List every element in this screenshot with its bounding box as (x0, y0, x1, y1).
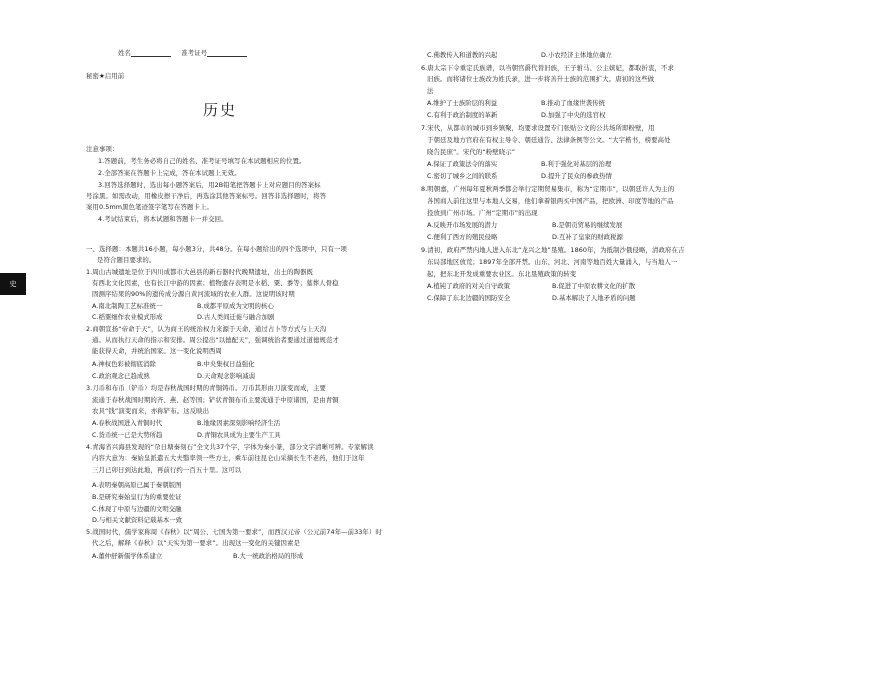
question-line: 有西北文化因素，也有长江中游的因素；植物遗存表明是水稻、粟、黍等；墓葬人骨稳 (92, 279, 339, 287)
option-b[interactable]: B.推动了血缘世袭传统 (541, 99, 605, 107)
question-line: 各国商人前往这里与本地人交易，他们拿着银两买中国产品，把欧洲、印度等地的产品 (427, 197, 674, 205)
option-c[interactable]: C.货币统一已是大势所趋 (92, 431, 163, 439)
ticket-label: 准考证号 (181, 49, 208, 57)
name-label: 姓名 (118, 49, 131, 57)
question-line: 6.唐太宗下令重定氏族谱，以当朝官爵代替旧族，王子驸马、公主嫔妃，都取折衷，不求 (421, 64, 674, 72)
option-d[interactable]: D.基本解决了人地矛盾的问题 (552, 294, 636, 302)
subject-tab: 史 (0, 273, 26, 295)
note-line: 4.考试结束后，将本试题和答题卡一并交回。 (98, 215, 228, 223)
option-b[interactable]: B.利于强化对基层的治理 (541, 160, 612, 168)
option-a[interactable]: A.春秋战国进入青铜时代 (92, 419, 163, 427)
question-line: 1.周山古城遗址是位于四川成都市大邑县的新石器时代晚期遗址，出土的陶器既 (86, 268, 313, 276)
option-a[interactable]: A.植钝了政府的对关自守政策 (427, 282, 510, 290)
question-line: 固测序结果的90%的遗传成分源自黄河流域的农业人群。这说明该时期 (92, 290, 295, 298)
option-a[interactable]: A.维护了士族阶层的利益 (427, 99, 498, 107)
question-line: 旧族。而将诸位士族改为姓氏录，进一步将善升士族的范围扩大。唐初的这些做 (427, 75, 655, 83)
question-line: 5.战国时代，儒学家称周《春秋》以“周公、七国为第一要求”，而西汉元帝（公元前74年—前33年）时 (86, 528, 382, 536)
note-line: 1.答题前，考生务必将自己的姓名、准考证号填写在本试题相应的位置。 (98, 157, 306, 165)
option-d[interactable]: D.提升了民众的参政热情 (541, 172, 612, 180)
option-d[interactable]: D.互补了皇家的财政税源 (552, 233, 623, 241)
section-heading: 一、选择题：本题共16小题，每小题3分，共48分。在每小题给出的四个选项中，只有一项 (86, 245, 347, 253)
option-c[interactable]: C.佛教传入和道教的兴起 (427, 51, 498, 59)
note-line: 号涂黑。如需改动，用橡皮擦干净后，再选涂其他答案标号。回答非选择题时，将答 (86, 192, 327, 200)
option-c[interactable]: C.便利了西方的殖民侵略 (427, 233, 498, 241)
question-line: 9.清初，政府严禁内地人进入东北“龙兴之地”垦殖。1860年，为抵制沙俄侵略，清政府在吉 (421, 246, 685, 254)
option-d[interactable]: D.天命观念影响减弱 (197, 372, 256, 380)
question-line: 通。从而执行天命的指示和安排。周公提出“以德配天”，强调统治者要通过道德规范才 (92, 336, 339, 344)
secret-label: 秘密★启用前 (86, 72, 125, 80)
option-c[interactable]: C.密切了城乡之间的联系 (427, 172, 498, 180)
question-line: 内容大意为：秦始皇派遣五大夫翳率领一些方士，乘车前往昆仑山采摘长生不老药，他们于这年 (92, 454, 365, 462)
option-b[interactable]: B.是朝贡贸易的继续发展 (552, 221, 623, 229)
option-b[interactable]: B.中央集权日益强化 (197, 360, 255, 368)
option-c[interactable]: C.体现了中原与边疆的文明交融 (92, 505, 182, 513)
note-line: 3.回答选择题时，选出每小题答案后，用2B铅笔把答题卡上对应题目的答案标 (98, 181, 321, 189)
option-d[interactable]: D.小农经济主体地位确立 (541, 51, 612, 59)
option-a[interactable]: A.神权色彩被彻底消除 (92, 360, 156, 368)
note-line: 2.全部答案在答题卡上完成，答在本试题上无效。 (98, 169, 241, 177)
name-field (118, 49, 247, 57)
question-line: 农具“钱”演变而来，亦称铲布。这反映出 (92, 407, 210, 415)
option-a[interactable]: A.南北制陶工艺标准统一 (92, 302, 163, 310)
option-d[interactable]: D.古人类间迁徙与融合加剧 (197, 313, 275, 321)
option-a[interactable]: A.董仲舒新儒学体系建立 (92, 552, 163, 560)
page-title: 历史 (203, 101, 238, 119)
question-line: 2.商朝宣扬“帝命于天”，认为商王的统治权力来源于天命，通过占卜等方式与上天沟 (86, 325, 327, 333)
option-a[interactable]: A.反映开市场发展的潜力 (427, 221, 498, 229)
note-line: 案用0.5mm黑色笔迹签字笔写在答题卡上。 (86, 203, 213, 211)
option-d[interactable]: D.与相关文献资料记载基本一致 (92, 516, 183, 524)
question-line: 于朝廷及地方官府在有权主导令、朝廷通告、法律条例等公文。“大字楷书，榜要高处 (427, 136, 671, 144)
question-line: 8.明朝嘉，广州每年夏秋两季都会举行定期贸易集市，称为“定期市”，以朝廷许人为主的 (421, 185, 675, 193)
option-b[interactable]: B.促进了中原农耕文化的扩散 (552, 282, 636, 290)
question-line: 晓告民庶”。宋代的“粉壁晓示” (427, 148, 516, 156)
option-a[interactable]: A.保证了政策法令的落实 (427, 160, 498, 168)
notes-heading: 注意事项： (86, 145, 119, 153)
question-line: 7.宋代，从都市的城市到乡镇聚，均要求设置专门张贴公文的公共场所即粉壁，用 (421, 124, 655, 132)
option-d[interactable]: D.加强了中央的选官权 (541, 111, 606, 119)
option-c[interactable]: C.有利于政治制度的革新 (427, 111, 498, 119)
option-b[interactable]: B.大一统政治格局的形成 (233, 552, 304, 560)
question-line: 流通于春秋战国时期的齐、燕、赵等国；铲状青铜布币主要流通于中原诸国，是由青铜 (92, 396, 339, 404)
question-line: 起，把东北开发成重要农业区。东北垦殖政策的转变 (427, 270, 577, 278)
question-line: 东局部地区放荒；1897年全部开禁。山东、河北、河南等地百姓大量涌入，与当地人一 (427, 258, 678, 266)
question-line: 代之后，解释《春秋》以“天实为第一要求”。出现这一变化的关键因素是 (92, 539, 301, 547)
option-c[interactable]: C.保障了东北边疆的国防安全 (427, 294, 511, 302)
question-line: 能获得天命，并统治国家。这一变化说明西周 (92, 347, 222, 355)
question-line: 3.刀币和布币（铲币）均是春秋战国时期的青铜铸币。刀币其形由刀演变而成，主要 (86, 384, 326, 392)
option-b[interactable]: B.地缘因素深刻影响经济生活 (197, 419, 281, 427)
question-line: 法 (427, 87, 434, 95)
option-a[interactable]: A.表明秦朝高原已属于秦朝版图 (92, 481, 182, 489)
section-heading-cont: 是符合题目要求的。 (97, 256, 156, 264)
option-c[interactable]: C.稻粟细作农业模式形成 (92, 313, 163, 321)
option-b[interactable]: B.成都平原成为文明的核心 (197, 302, 274, 310)
option-c[interactable]: C.政治观念已趋成熟 (92, 372, 150, 380)
option-d[interactable]: D.青铜农具成为主要生产工具 (197, 431, 281, 439)
question-line: 4.青海省兴海县发现的“尕日塘秦刻石”全文共37个字，字体为秦小篆，部分文字清晰可辨。专家解读 (86, 443, 374, 451)
question-line: 投放到广州市场。广州“定期市”的出现 (427, 209, 538, 217)
question-line: 三月已卯日到达此地，再前行约一百五十里。这可以 (92, 466, 242, 474)
ticket-blank[interactable] (207, 49, 247, 57)
option-b[interactable]: B.是研究秦始皇行为的重要佐证 (92, 493, 182, 501)
name-blank[interactable] (131, 49, 171, 57)
